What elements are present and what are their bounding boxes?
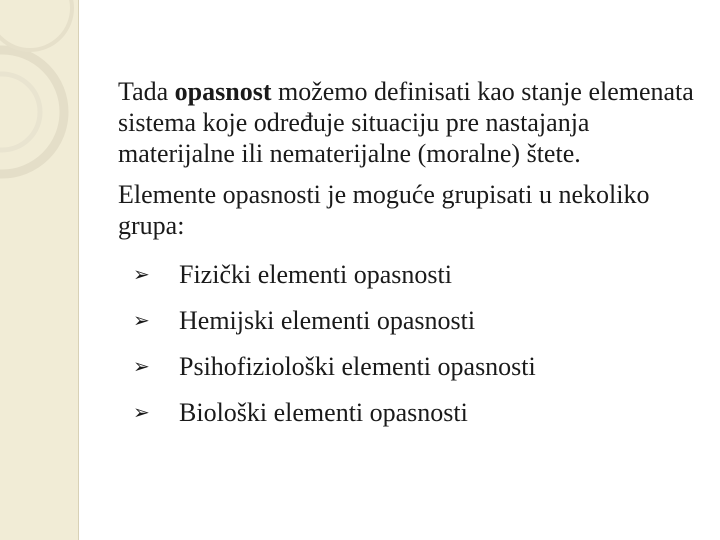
slide-content <box>118 76 698 435</box>
decorative-sidebar <box>0 0 79 540</box>
arrow-bullet-icon: ➢ <box>133 400 150 424</box>
arrow-bullet-icon: ➢ <box>133 354 150 378</box>
list-item-label: Fizički elementi opasnosti <box>179 259 452 289</box>
paragraph-grouping: Elemente opasnosti je moguće grupisati u nekoliko grupa: <box>118 180 650 240</box>
list-item-label: Biološki elementi opasnosti <box>179 397 468 427</box>
list-item <box>118 389 698 435</box>
arrow-bullet-icon: ➢ <box>133 262 150 286</box>
list-item-label: Psihofiziološki elementi opasnosti <box>179 351 536 381</box>
list-item <box>118 297 698 343</box>
paragraph-definition <box>118 76 698 169</box>
list-item <box>118 251 698 297</box>
list-item-label: Hemijski elementi opasnosti <box>179 305 476 335</box>
paragraph-definition-start: Tada <box>118 77 175 106</box>
bold-term-opasnost: opasnost <box>174 77 272 106</box>
paragraph-definition-end: možemo definisati kao stanje elemenata sistema koje određuje situaciju pre nastajanja materijalne ili nematerijalne (moralne) štete. <box>118 77 694 168</box>
list-item <box>118 343 698 389</box>
arrow-bullet-icon: ➢ <box>133 308 150 332</box>
hazard-elements-list <box>118 251 698 435</box>
decorative-rings-icon <box>0 0 78 200</box>
